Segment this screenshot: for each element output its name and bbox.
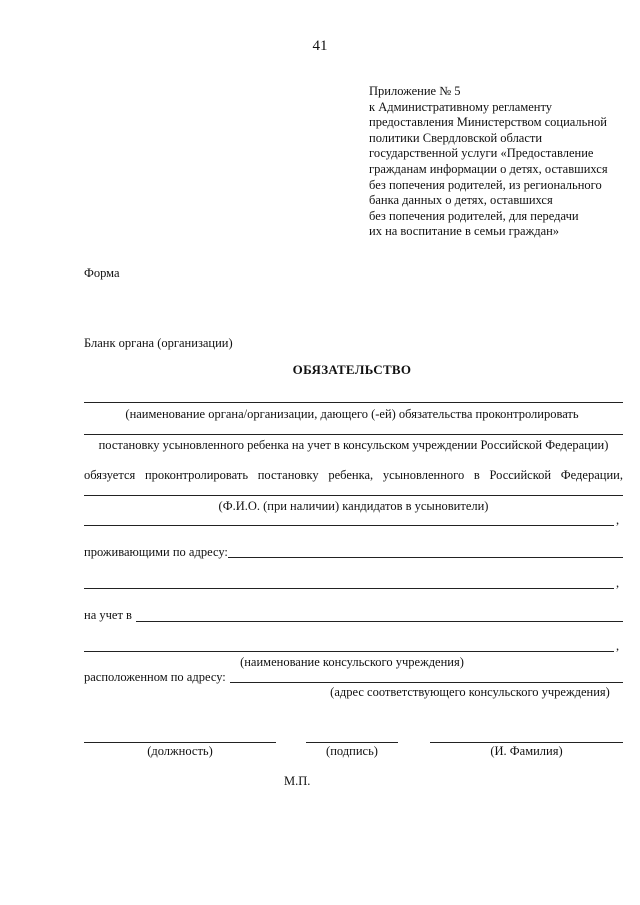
appendix-line: без попечения родителей, из регионального (369, 177, 602, 192)
consulate-caption: (наименование консульского учреждения) (240, 655, 464, 669)
name-caption: (И. Фамилия) (490, 744, 563, 758)
appendix-line: к Административному регламенту (369, 99, 553, 114)
signature-line (306, 742, 398, 743)
position-line (84, 742, 276, 743)
appendix-block (369, 84, 637, 240)
page-number: 41 (312, 38, 328, 54)
fio-line-2 (84, 525, 614, 526)
appendix-line: их на воспитание в семьи граждан» (369, 224, 560, 239)
appendix-line: без попечения родителей, для передачи (369, 208, 579, 223)
org-name-line (84, 402, 623, 403)
obligation-word: Российской (489, 468, 552, 482)
obligation-text (84, 468, 623, 483)
appendix-line: предоставления Министерством социальной (369, 115, 608, 130)
obligation-word: в (473, 468, 480, 482)
residing-label: проживающими по адресу: (84, 545, 228, 559)
comma: , (616, 513, 620, 527)
appendix-line: банка данных о детях, оставшихся (369, 193, 553, 208)
obligation-word: проконтролировать (144, 468, 249, 482)
form-label: Форма (84, 266, 120, 280)
fio-caption: (Ф.И.О. (при наличии) кандидатов в усыновители) (218, 499, 489, 513)
consulate-address-line (230, 682, 623, 683)
document-title: ОБЯЗАТЕЛЬСТВО (292, 362, 412, 377)
appendix-line: государственной услуги «Предоставление (369, 146, 594, 161)
appendix-line: Приложение № 5 (369, 84, 461, 98)
residing-address-line-2 (84, 588, 614, 589)
signature-caption: (подпись) (326, 744, 378, 758)
position-caption: (должность) (147, 744, 213, 758)
name-line (430, 742, 623, 743)
org-name-line-2 (84, 434, 623, 435)
org-name-caption: (наименование органа/организации, дающего (-ей) обязательства проконтролировать (125, 407, 579, 421)
appendix-line: политики Свердловской области (369, 130, 543, 145)
residing-address-line (228, 557, 623, 558)
obligation-word: Федерации, (560, 468, 623, 482)
registration-line-2 (84, 651, 614, 652)
fio-line (84, 495, 623, 496)
stamp-label: М.П. (284, 774, 311, 788)
appendix-line: гражданам информации о детях, оставшихся (369, 161, 608, 176)
obligation-word: усыновленного (382, 468, 465, 482)
org-name-caption-2: постановку усыновленного ребенка на учет в консульском учреждении Российской Федерации) (98, 438, 609, 452)
consulate-address-caption: (адрес соответствующего консульского учреждения) (330, 685, 610, 699)
registration-label: на учет в (84, 608, 132, 622)
located-label: расположенном по адресу: (84, 670, 226, 684)
blank-label: Бланк органа (организации) (84, 336, 233, 350)
obligation-word: обязуется (84, 468, 136, 482)
comma: , (616, 576, 620, 590)
registration-line (136, 621, 623, 622)
obligation-word: постановку (257, 468, 319, 482)
comma: , (616, 639, 620, 653)
obligation-word: ребенка, (328, 468, 374, 482)
